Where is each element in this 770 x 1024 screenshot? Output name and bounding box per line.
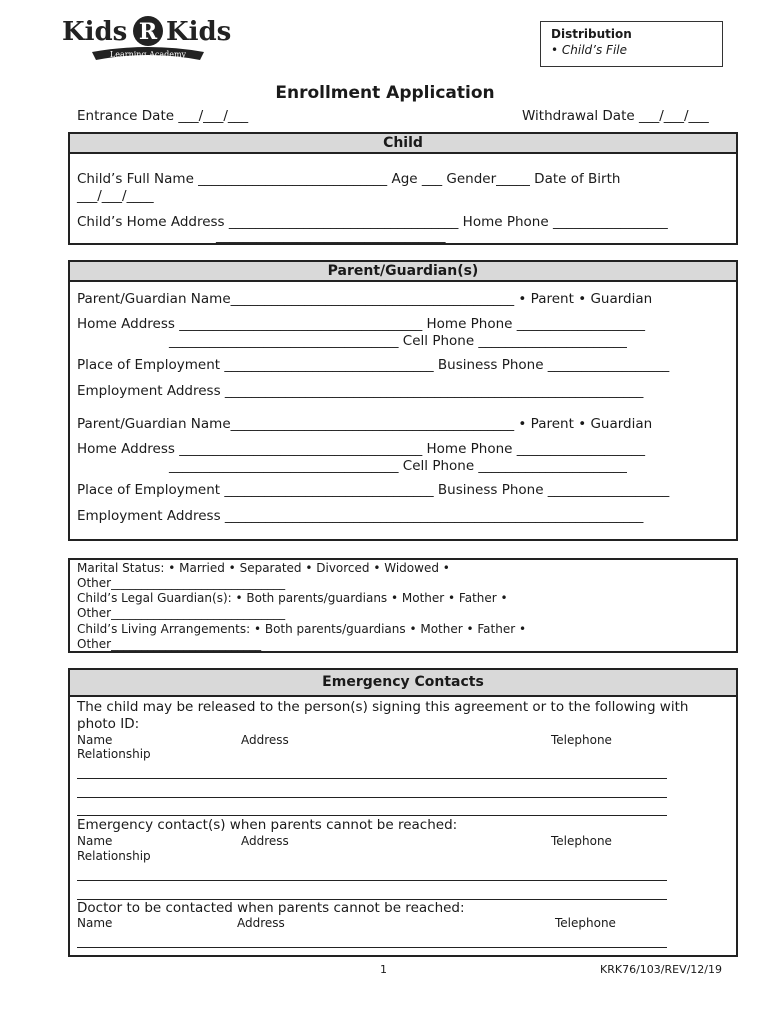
col-relationship-1: Relationship — [77, 747, 151, 761]
col-telephone-1: Telephone — [551, 733, 612, 747]
parent2-name-field[interactable]: Parent/Guardian Name__________________________________________ • Parent • Guardian — [77, 416, 653, 432]
parent2-employment-field[interactable]: Place of Employment _______________________________ Business Phone __________________ — [77, 482, 670, 498]
legal-guardian-other[interactable]: Other_____________________________ — [77, 606, 286, 620]
child-dob-blank[interactable]: ___/___/____ — [77, 188, 154, 204]
distribution-item: • Child’s File — [551, 43, 627, 57]
col-name-2: Name — [77, 834, 113, 848]
child-section — [68, 132, 738, 245]
child-address-line2[interactable]: __________________________________ — [216, 228, 446, 244]
col-name-1: Name — [77, 733, 113, 747]
col-name-3: Name — [77, 916, 113, 930]
legal-guardian-line[interactable]: Child’s Legal Guardian(s): • Both parents/guardians • Mother • Father • — [77, 591, 508, 605]
child-name-age-gender-dob[interactable]: Child’s Full Name ____________________________ Age ___ Gender_____ Date of Birth — [77, 171, 621, 187]
release-text-line2: photo ID: — [77, 716, 140, 732]
living-arrangements-line[interactable]: Child’s Living Arrangements: • Both parents/guardians • Mother • Father • — [77, 622, 527, 636]
col-telephone-3: Telephone — [555, 916, 616, 930]
parent1-employment-field[interactable]: Place of Employment _______________________________ Business Phone __________________ — [77, 357, 670, 373]
form-code: KRK76/103/REV/12/19 — [600, 963, 722, 976]
parent2-cell-phone-field[interactable]: __________________________________ Cell Phone ______________________ — [169, 458, 627, 474]
col-telephone-2: Telephone — [551, 834, 612, 848]
marital-status-other[interactable]: Other_____________________________ — [77, 576, 286, 590]
kids-r-kids-logo — [62, 12, 242, 64]
doctor-entry-line[interactable] — [77, 947, 667, 948]
parent-guardian-section — [68, 260, 738, 541]
form-title: Enrollment Application — [275, 83, 495, 103]
emergency-section-header: Emergency Contacts — [70, 670, 736, 697]
parent1-employment-address-field[interactable]: Employment Address ______________________________________________________________ — [77, 383, 644, 399]
emergency-entry-line[interactable] — [77, 880, 667, 881]
logo-word-left: Kids — [62, 17, 128, 47]
parent2-home-address-field[interactable]: Home Address ____________________________________ Home Phone ___________________ — [77, 441, 646, 457]
page-number: 1 — [380, 963, 387, 976]
logo-letter: R — [138, 19, 158, 45]
child-section-header: Child — [70, 134, 736, 154]
distribution-box — [540, 21, 723, 67]
living-arrangements-other[interactable]: Other_________________________ — [77, 637, 262, 651]
col-address-2: Address — [241, 834, 289, 848]
col-address-3: Address — [237, 916, 285, 930]
withdrawal-date-field[interactable]: Withdrawal Date ___/___/___ — [522, 108, 709, 124]
doctor-contact-label: Doctor to be contacted when parents cannot be reached: — [77, 900, 465, 916]
distribution-title: Distribution — [551, 27, 632, 41]
parent1-home-address-field[interactable]: Home Address ____________________________________ Home Phone ___________________ — [77, 316, 646, 332]
release-entry-line[interactable] — [77, 778, 667, 779]
logo-word-right: Kids — [166, 17, 232, 47]
release-text-line1: The child may be released to the person(s) signing this agreement or to the following with — [77, 699, 689, 715]
parent1-cell-phone-field[interactable]: __________________________________ Cell Phone ______________________ — [169, 333, 627, 349]
emergency-contacts-section — [68, 668, 738, 957]
marital-status-line[interactable]: Marital Status: • Married • Separated • Divorced • Widowed • — [77, 561, 450, 575]
col-relationship-2: Relationship — [77, 849, 151, 863]
parent-section-header: Parent/Guardian(s) — [70, 262, 736, 282]
emergency-contacts-label: Emergency contact(s) when parents cannot be reached: — [77, 817, 458, 833]
family-status-section — [68, 558, 738, 653]
parent2-employment-address-field[interactable]: Employment Address ______________________________________________________________ — [77, 508, 644, 524]
child-address-phone[interactable]: Child’s Home Address __________________________________ Home Phone _________________ — [77, 214, 668, 230]
logo-tagline: Learning Academy — [109, 50, 187, 59]
entrance-date-field[interactable]: Entrance Date ___/___/___ — [77, 108, 249, 124]
col-address-1: Address — [241, 733, 289, 747]
parent1-name-field[interactable]: Parent/Guardian Name__________________________________________ • Parent • Guardian — [77, 291, 653, 307]
release-entry-line[interactable] — [77, 797, 667, 798]
